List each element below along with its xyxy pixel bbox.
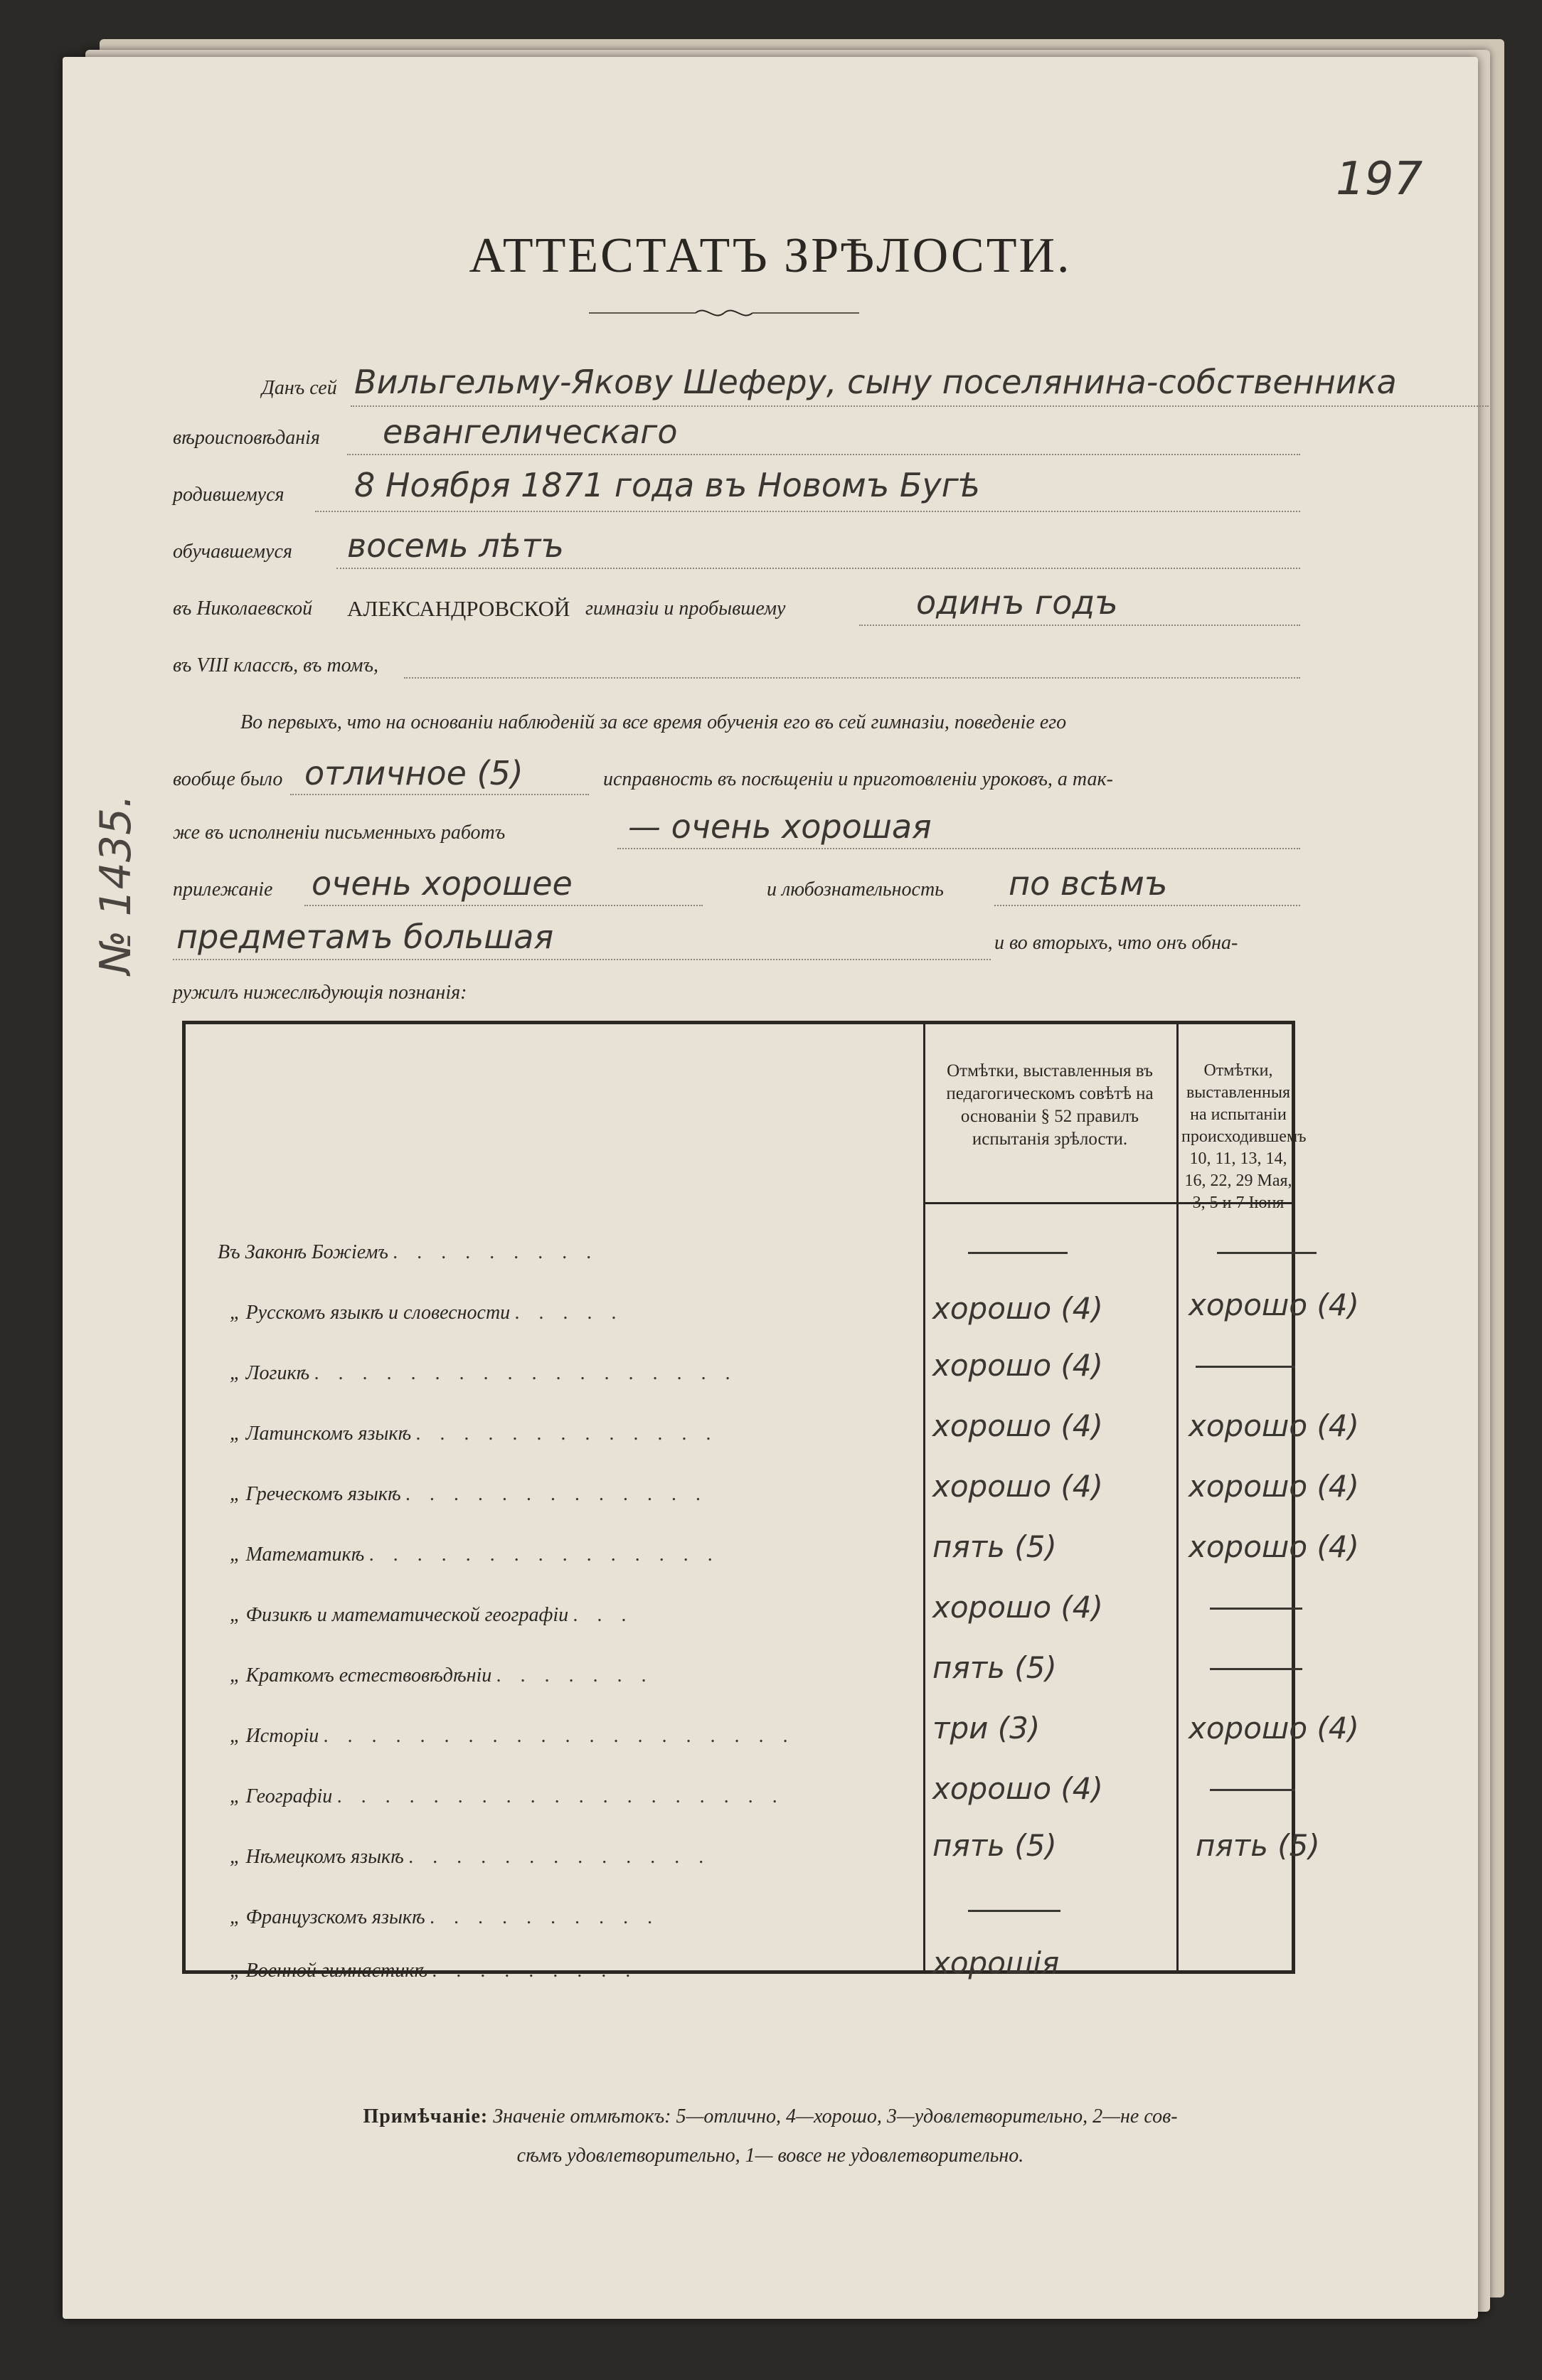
behaviour-value: отличное (5): [304, 754, 523, 792]
table-row-subject: „ Краткомъ естествовѣдѣніи . . . . . . .: [230, 1664, 654, 1686]
school-text-2: гимназіи и пробывшему: [585, 597, 786, 620]
school-text-1: въ Николаевской: [173, 597, 313, 620]
punctuality-text: исправность въ посѣщеніи и приготовленіи уроковъ, а так-: [603, 768, 1113, 790]
diligence-rule: [304, 905, 703, 906]
note-line-1: [63, 2105, 1478, 2128]
table-row-council-grade: хорошо (4): [932, 1590, 1103, 1625]
diligence-value: очень хорошее: [312, 864, 573, 903]
table-row-council-dash: [968, 1252, 1068, 1254]
diligence-label: прилежаніе: [173, 878, 273, 901]
written-rule: [617, 848, 1300, 849]
curiosity-label: и любознательность: [767, 878, 944, 901]
given-value: Вильгельму-Якову Шеферу, сыну поселянина-собственника: [354, 363, 1397, 401]
table-row-subject: „ Физикѣ и математической географіи . . .: [230, 1604, 634, 1626]
note-label: Примѣчаніе:: [363, 2105, 489, 2127]
table-row-subject: „ Французскомъ языкѣ . . . . . . . . . .: [230, 1906, 660, 1928]
written-value: — очень хорошая: [628, 807, 932, 846]
table-row-exam-grade: хорошо (4): [1189, 1408, 1359, 1443]
second-text: и во вторыхъ, что онъ обна-: [994, 932, 1238, 954]
table-row-exam-grade: хорошо (4): [1189, 1529, 1359, 1564]
page-number: 197: [1336, 153, 1423, 206]
table-row-exam-grade: хорошо (4): [1189, 1287, 1359, 1322]
table-row-subject: „ Математикѣ . . . . . . . . . . . . . . .: [230, 1544, 721, 1566]
table-row-council-grade: хорошо (4): [932, 1469, 1103, 1504]
page-title: АТТЕСТАТЪ ЗРѢЛОСТИ.: [469, 228, 1072, 283]
school-value: одинъ годъ: [916, 583, 1118, 622]
table-row-council-grade: пять (5): [932, 1828, 1057, 1863]
class-text: въ VIII классѣ, въ томъ,: [173, 654, 379, 676]
school-name: АЛЕКСАНДРОВСКОЙ: [347, 596, 570, 621]
note-text-1: Значеніе отмѣтокъ: 5—отлично, 4—хорошо, 3—удовлетворительно, 2—не сов-: [493, 2105, 1178, 2127]
born-value: 8 Ноября 1871 года въ Новомъ Бугѣ: [354, 466, 981, 504]
table-row-council-dash: [968, 1910, 1060, 1912]
table-row-council-grade: хорошо (4): [932, 1408, 1103, 1443]
table-row-council-grade: три (3): [932, 1711, 1041, 1746]
school-rule: [859, 625, 1300, 626]
table-row-council-grade: пять (5): [932, 1650, 1057, 1685]
table-row-exam-dash: [1217, 1252, 1317, 1254]
table-row-subject: „ Военной гимнастикѣ . . . . . . . . .: [230, 1960, 638, 1982]
table-divider-1: [923, 1024, 925, 1970]
curiosity-value: по всѣмъ: [1009, 864, 1168, 903]
religion-rule: [347, 454, 1300, 455]
knowledge-text: ружилъ нижеслѣдующія познанія:: [173, 982, 467, 1004]
studied-rule: [336, 568, 1300, 569]
title-flourish: [589, 302, 859, 324]
table-row-subject: „ Латинскомъ языкѣ . . . . . . . . . . . . .: [230, 1423, 719, 1445]
table-row-exam-grade: пять (5): [1196, 1828, 1320, 1863]
council-header: Отмѣтки, выставленныя въ педагогическомъ совѣтѣ на основаніи § 52 правилъ испытанія зрѣлости.: [946, 1061, 1154, 1149]
table-row-subject: „ Нѣмецкомъ языкѣ . . . . . . . . . . . . .: [230, 1846, 711, 1868]
religion-value: евангелическаго: [383, 413, 678, 451]
born-label: родившемуся: [173, 484, 285, 506]
given-label: Данъ сей: [262, 377, 337, 399]
behaviour-rule: [290, 794, 589, 795]
table-row-exam-grade: хорошо (4): [1189, 1469, 1359, 1504]
born-rule: [315, 511, 1300, 512]
table-row-council-grade: пять (5): [932, 1529, 1057, 1564]
table-row-subject: „ Греческомъ языкѣ . . . . . . . . . . . . .: [230, 1483, 708, 1505]
grades-table: [182, 1021, 1359, 1982]
curiosity-rule-2: [173, 959, 991, 960]
class-rule: [404, 677, 1300, 679]
certificate-page: [63, 57, 1478, 2319]
table-row-council-grade: хорошо (4): [932, 1771, 1103, 1806]
studied-value: восемь лѣтъ: [347, 526, 564, 565]
curiosity-rule: [994, 905, 1300, 906]
curiosity-value-2: предметамъ большая: [176, 918, 554, 956]
table-row-exam-grade: хорошо (4): [1189, 1711, 1359, 1746]
table-row-council-grade: хорошія: [932, 1945, 1060, 1980]
table-row-council-grade: хорошо (4): [932, 1348, 1103, 1383]
table-divider-2: [1176, 1024, 1179, 1970]
exam-header: Отмѣтки, выставленныя на испытаніи происходившемъ 10, 11, 13, 14, 16, 22, 29 Мая, 3, 5 и 7 Іюня: [1181, 1061, 1307, 1212]
religion-label: вѣроисповѣданія: [173, 427, 320, 449]
first-line: Во первыхъ, что на основаніи наблюденій за все время обученія его въ сей гимназіи, поведеніе его: [240, 711, 1067, 733]
studied-label: обучавшемуся: [173, 541, 292, 563]
given-rule: [351, 405, 1489, 407]
table-row-subject: Въ Законѣ Божіемъ . . . . . . . . .: [218, 1241, 599, 1263]
side-number: № 1435.: [91, 794, 141, 974]
table-row-council-grade: хорошо (4): [932, 1291, 1103, 1326]
table-row-subject: „ Логикѣ . . . . . . . . . . . . . . . . . .: [230, 1362, 738, 1384]
table-row-exam-dash: [1210, 1789, 1295, 1791]
written-label: же въ исполненіи письменныхъ работъ: [173, 822, 506, 844]
note-text-2: сѣмъ удовлетворительно, 1— вовсе не удовлетворительно.: [516, 2145, 1024, 2167]
table-row-exam-dash: [1210, 1668, 1302, 1670]
table-row-subject: „ Исторіи . . . . . . . . . . . . . . . . . . . .: [230, 1725, 796, 1747]
table-row-subject: „ Географіи . . . . . . . . . . . . . . . . . . .: [230, 1785, 785, 1807]
table-row-exam-dash: [1196, 1366, 1295, 1368]
behaviour-label: вообще было: [173, 768, 283, 790]
table-row-subject: „ Русскомъ языкѣ и словесности . . . . .: [230, 1302, 624, 1324]
table-row-exam-dash: [1210, 1608, 1302, 1610]
